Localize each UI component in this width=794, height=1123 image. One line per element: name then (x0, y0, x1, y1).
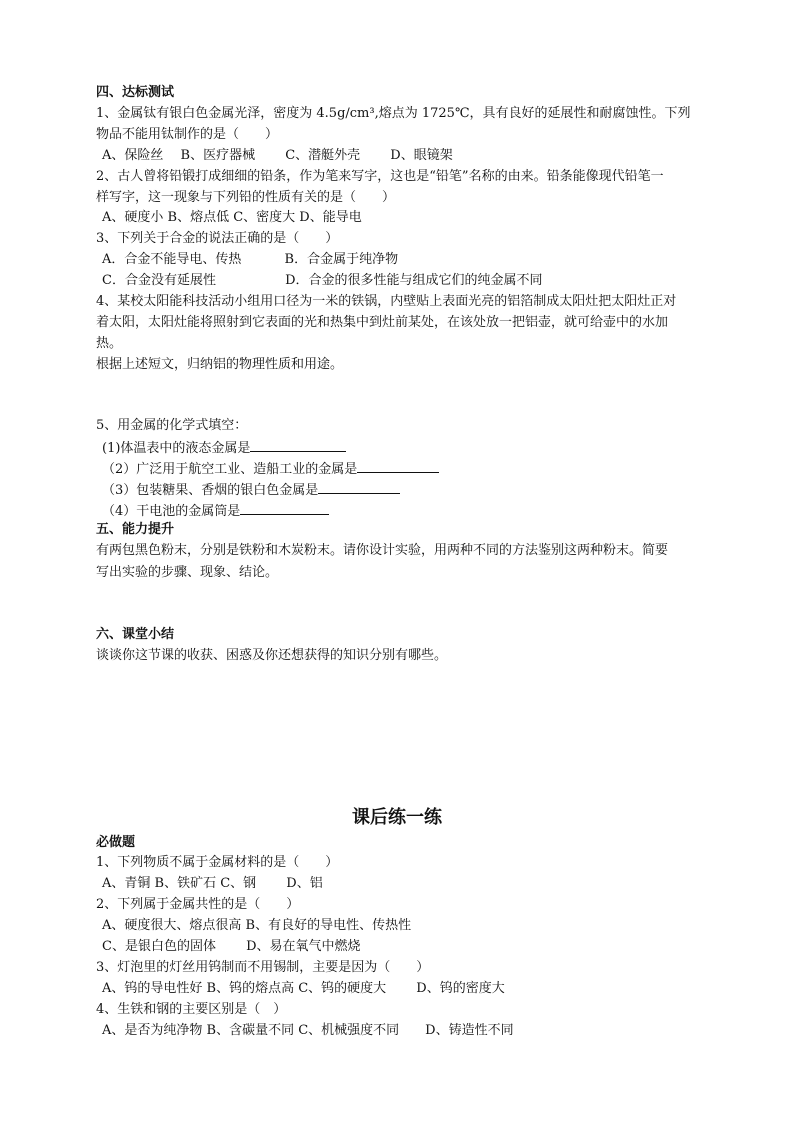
section5-line1: 有两包黑色粉末，分别是铁粉和木炭粉末。请你设计实验，用两种不同的方法鉴别这两种粉末。简要 (96, 543, 669, 558)
q3-stem: 3、下列关于合金的说法正确的是（ ） (96, 231, 339, 246)
q5-item-2-text: （2）广泛用于航空工业、造船工业的金属是 (102, 462, 358, 477)
pq1-options: A、青铜 B、铁矿石 C、钢 D、铝 (102, 876, 323, 891)
pq3-options: A、钨的导电性好 B、钨的熔点高 C、钨的硬度大 D、钨的密度大 (102, 981, 505, 996)
q5-stem: 5、用金属的化学式填空： (96, 418, 248, 433)
pq2-options-ab: A、硬度很大、熔点很高 B、有良好的导电性、传热性 (102, 918, 412, 933)
pq1-stem: 1、下列物质不属于金属材料的是（ ） (96, 855, 339, 870)
pq4-options: A、是否为纯净物 B、含碳量不同 C、机械强度不同 D、铸造性不同 (102, 1023, 514, 1038)
answer-blank-3[interactable] (318, 480, 400, 494)
pq2-options-cd: C、是银白色的固体 D、易在氧气中燃烧 (102, 939, 361, 954)
q5-item-3 (102, 480, 400, 500)
q4-line2: 着太阳，太阳灶能将照射到它表面的光和热集中到灶前某处，在该处放一把铝壶，就可给壶中的水加 (96, 315, 669, 330)
q5-item-1-text: (1)体温表中的液态金属是 (102, 441, 251, 456)
q3-options-ab: A．合金不能导电、传热 B．合金属于纯净物 (102, 252, 399, 267)
section5-line2: 写出实验的步骤、现象、结论。 (96, 565, 279, 580)
answer-blank-2[interactable] (357, 459, 439, 473)
practice-subheading: 必做题 (96, 835, 136, 850)
answer-blank-4[interactable] (240, 501, 329, 515)
q5-item-4-text: （4）干电池的金属筒是 (102, 504, 241, 519)
q4-line3: 热。 (96, 336, 123, 351)
section6-heading: 六、课堂小结 (96, 627, 175, 642)
q5-item-2 (102, 459, 439, 479)
pq3-stem: 3、灯泡里的灯丝用钨制而不用锡制，主要是因为（ ） (96, 960, 430, 975)
section6-line1: 谈谈你这节课的收获、困惑及你还想获得的知识分别有哪些。 (96, 648, 448, 663)
pq2-stem: 2、下列属于金属共性的是（ ） (96, 897, 300, 912)
practice-title: 课后练一练 (352, 807, 442, 828)
q2-line2: 样写字，这一现象与下列铅的性质有关的是（ ） (96, 190, 396, 205)
q2-options: A、硬度小 B、熔点低 C、密度大 D、能导电 (102, 210, 362, 225)
q2-line1: 2、古人曾将铅锻打成细细的铅条，作为笔来写字，这也是“铅笔”名称的由来。铅条能像现代铅笔一 (96, 169, 664, 184)
q5-item-1 (102, 438, 346, 458)
q4-line1: 4、某校太阳能科技活动小组用口径为一米的铁锅，内壁贴上表面光亮的铝箔制成太阳灶把太阳灶正对 (96, 294, 677, 309)
q3-options-cd: C．合金没有延展性 D．合金的很多性能与组成它们的纯金属不同 (102, 273, 543, 288)
pq4-stem: 4、生铁和钢的主要区别是（ ） (96, 1002, 287, 1017)
q1-line2: 物品不能用钛制作的是（ ） (96, 127, 279, 142)
q1-line1: 1、金属钛有银白色金属光泽，密度为 4.5g/cm³,熔点为 1725℃，具有良好的延展性和耐腐蚀性。下列 (96, 106, 691, 121)
q5-item-4 (102, 501, 329, 521)
section4-heading: 四、达标测试 (96, 85, 175, 100)
q5-item-3-text: （3）包装糖果、香烟的银白色金属是 (102, 483, 319, 498)
q4-line4: 根据上述短文，归纳铝的物理性质和用途。 (96, 357, 344, 372)
answer-blank-1[interactable] (250, 438, 346, 452)
q1-options: A、保险丝 B、医疗器械 C、潜艇外壳 D、眼镜架 (102, 148, 453, 163)
section5-heading: 五、能力提升 (96, 522, 175, 537)
